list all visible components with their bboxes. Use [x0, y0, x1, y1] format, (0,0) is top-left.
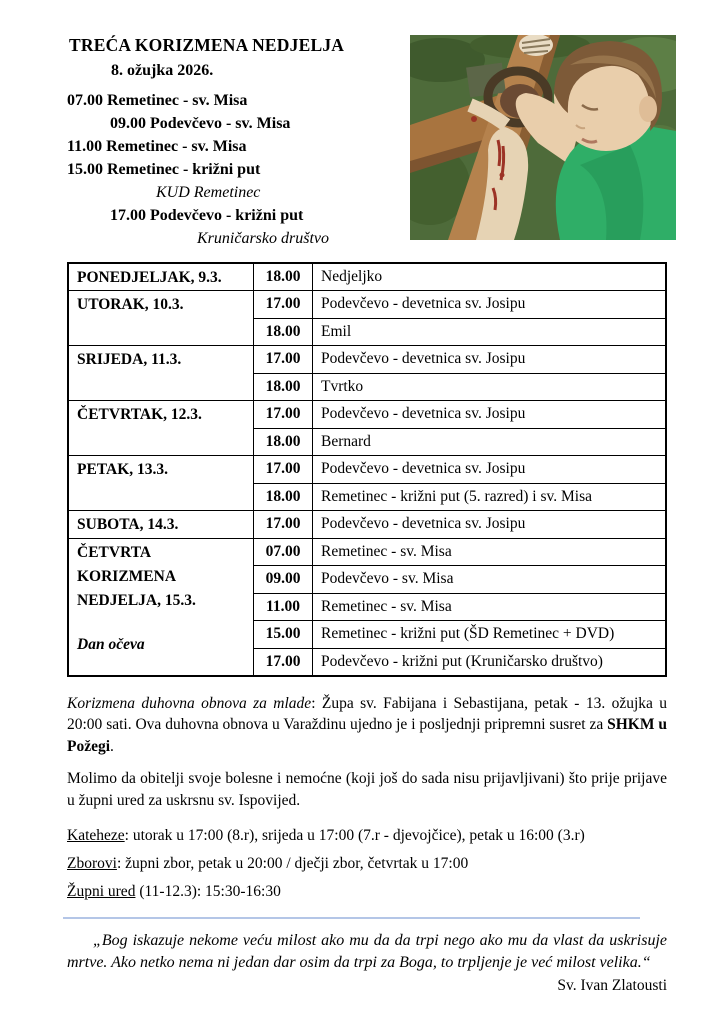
- event-cell: Emil: [313, 318, 667, 346]
- event-cell: Remetinec - križni put (ŠD Remetinec + DVD): [313, 621, 667, 649]
- event-cell: Podevčevo - devetnica sv. Josipu: [313, 401, 667, 429]
- table-row: [68, 291, 666, 319]
- event-cell: Bernard: [313, 428, 667, 456]
- weekly-schedule-table: [67, 262, 667, 677]
- choirs-line: [67, 853, 667, 874]
- day-cell: [68, 291, 254, 346]
- separator-line: [63, 917, 640, 919]
- table-row: [68, 538, 666, 566]
- parish-office-line: [67, 881, 667, 902]
- event-cell: Podevčevo - križni put (Kruničarsko društvo): [313, 648, 667, 676]
- event-cell: Podevčevo - devetnica sv. Josipu: [313, 346, 667, 374]
- event-cell: Podevčevo - devetnica sv. Josipu: [313, 511, 667, 539]
- sunday-schedule-line: 07.00 Remetinec - sv. Misa: [67, 92, 248, 109]
- choirs-label: Zborovi: [67, 855, 117, 872]
- schedule-table-body: [68, 263, 666, 676]
- child-hugging-crucifix-photo: [410, 35, 676, 240]
- catechesis-text: : utorak u 17:00 (8.r), srijeda u 17:00 (7.r - djevojčice), petak u 16:00 (3.r): [124, 827, 585, 844]
- retreat-announcement-paragraph: [67, 693, 667, 758]
- day-cell: [68, 346, 254, 401]
- day-label: SRIJEDA, 11.3.: [77, 351, 182, 368]
- parish-office-label: Župni ured: [67, 883, 136, 900]
- event-cell: Podevčevo - devetnica sv. Josipu: [313, 291, 667, 319]
- table-row: [68, 263, 666, 291]
- event-cell: Remetinec - sv. Misa: [313, 593, 667, 621]
- day-cell: [68, 511, 254, 539]
- retreat-end: .: [110, 737, 114, 755]
- time-cell: 09.00: [254, 566, 313, 594]
- day-cell: [68, 538, 254, 676]
- table-row: [68, 401, 666, 429]
- time-cell: 17.00: [254, 346, 313, 374]
- catechesis-line: [67, 825, 667, 846]
- time-cell: 17.00: [254, 648, 313, 676]
- parish-office-text: (11-12.3): 15:30-16:30: [135, 883, 281, 900]
- event-cell: Podevčevo - devetnica sv. Josipu: [313, 456, 667, 484]
- table-row: [68, 456, 666, 484]
- table-row: [68, 346, 666, 374]
- event-cell: Remetinec - križni put (5. razred) i sv. Misa: [313, 483, 667, 511]
- choirs-text: : župni zbor, petak u 20:00 / dječji zbor, četvrtak u 17:00: [116, 855, 469, 872]
- day-label: UTORAK, 10.3.: [77, 296, 184, 313]
- date-line: 8. ožujka 2026.: [111, 62, 214, 79]
- time-cell: 17.00: [254, 511, 313, 539]
- day-label: SUBOTA, 14.3.: [77, 516, 179, 533]
- day-label: ČETVRTA KORIZMENA NEDJELJA, 15.3.: [77, 543, 196, 609]
- time-cell: 07.00: [254, 538, 313, 566]
- sunday-schedule-note: Kruničarsko društvo: [197, 230, 329, 247]
- day-cell: [68, 263, 254, 291]
- time-cell: 18.00: [254, 373, 313, 401]
- retreat-body: : Župa sv. Fabijana i Sebastijana, petak - 13. ožujka u 20:00 sati. Ova duhovna obnova u Varaždinu ujedno je i posljednji pripremni susret za: [67, 694, 667, 733]
- day-label: PONEDJELJAK, 9.3.: [77, 269, 222, 286]
- sunday-schedule-line: 15.00 Remetinec - križni put: [67, 161, 261, 178]
- day-subtitle: Dan očeva: [77, 635, 145, 653]
- time-cell: 17.00: [254, 401, 313, 429]
- time-cell: 18.00: [254, 263, 313, 291]
- quote-text: „Bog iskazuje nekome veću milost ako mu da da trpi nego ako mu da vlast da uskrisuje mrtve. Ako netko nema ni jedan dar osim da trpi za Boga, to trpljenje je već milost velika.“: [67, 932, 667, 971]
- day-label: PETAK, 13.3.: [77, 461, 168, 478]
- sunday-schedule-note: KUD Remetinec: [156, 184, 261, 201]
- page-title: TREĆA KORIZMENA NEDJELJA: [69, 35, 345, 55]
- time-cell: 17.00: [254, 291, 313, 319]
- catechesis-label: Kateheze: [67, 827, 125, 844]
- time-cell: 18.00: [254, 428, 313, 456]
- time-cell: 18.00: [254, 318, 313, 346]
- table-row: [68, 511, 666, 539]
- quote-attribution: Sv. Ivan Zlatousti: [557, 977, 667, 994]
- sunday-schedule-line: 11.00 Remetinec - sv. Misa: [67, 138, 247, 155]
- time-cell: 11.00: [254, 593, 313, 621]
- day-cell: [68, 456, 254, 511]
- day-label: ČETVRTAK, 12.3.: [77, 406, 202, 423]
- time-cell: 18.00: [254, 483, 313, 511]
- retreat-bold: SHKM u Požegi: [67, 716, 667, 755]
- event-cell: Remetinec - sv. Misa: [313, 538, 667, 566]
- event-cell: Tvrtko: [313, 373, 667, 401]
- retreat-lead: Korizmena duhovna obnova za mlade: [67, 694, 312, 712]
- time-cell: 17.00: [254, 456, 313, 484]
- info-block: [67, 825, 667, 902]
- sunday-schedule-line: 17.00 Podevčevo - križni put: [110, 207, 304, 224]
- header: [67, 33, 667, 262]
- sunday-schedule-line: 09.00 Podevčevo - sv. Misa: [110, 115, 291, 132]
- sick-confession-paragraph: Molimo da obitelji svoje bolesne i nemoćne (koji još do sada nisu prijavljivani) što prije prijave u župni ured za uskrsnu sv. Ispovijed.: [67, 770, 667, 809]
- time-cell: 15.00: [254, 621, 313, 649]
- day-cell: [68, 401, 254, 456]
- event-cell: Nedjeljko: [313, 263, 667, 291]
- event-cell: Podevčevo - sv. Misa: [313, 566, 667, 594]
